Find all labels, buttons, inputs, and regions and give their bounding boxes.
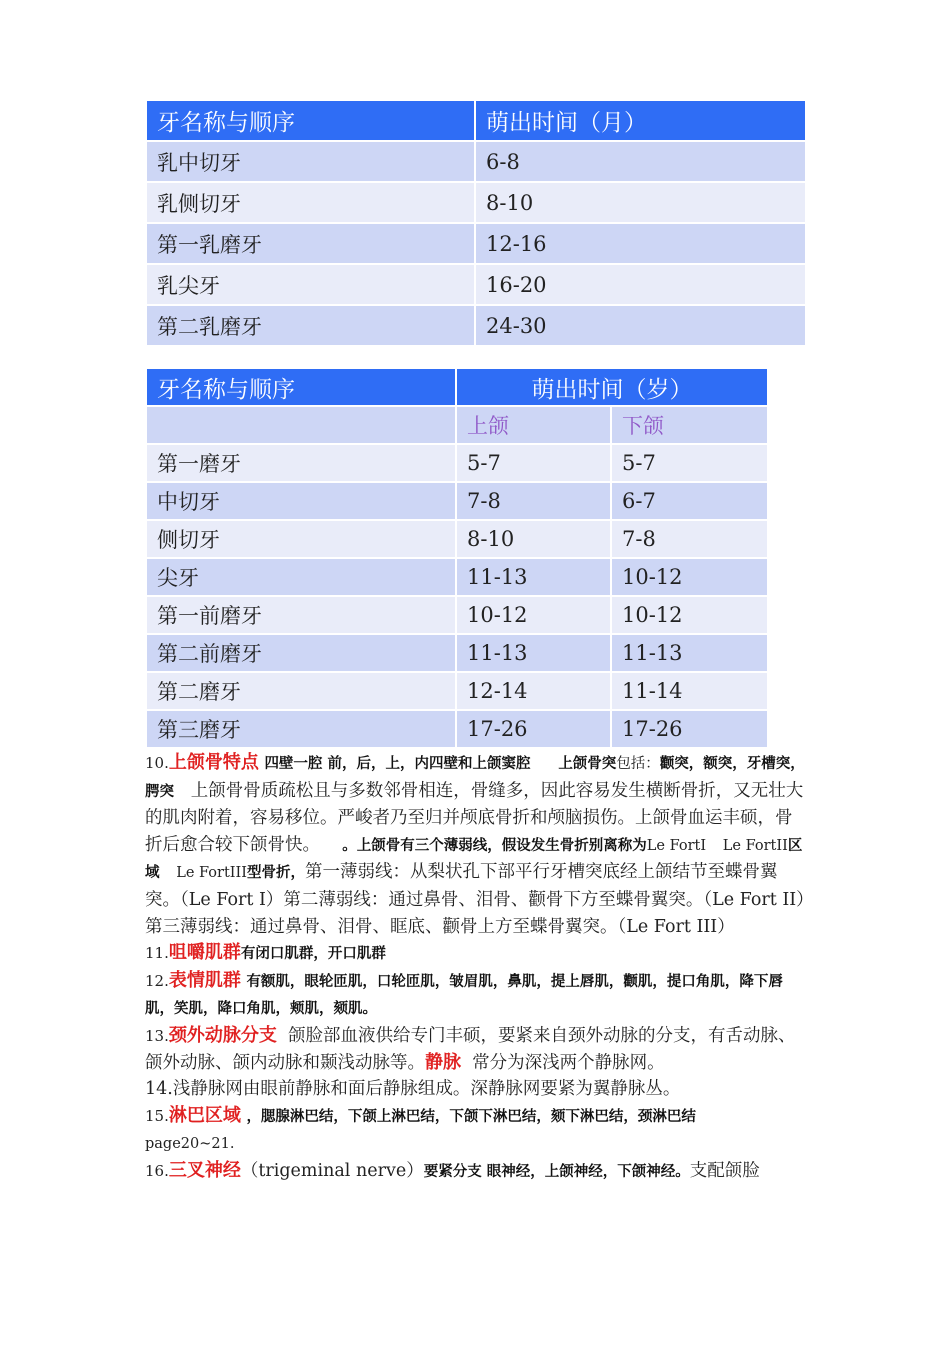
permanent-teeth-table: [145, 367, 769, 749]
note-14: 14.浅静脉网由眼前静脉和面后静脉组成。深静脉网要紧为翼静脉丛。: [145, 1079, 681, 1100]
tooth-name-cell: 第三磨牙: [146, 710, 456, 748]
column-header: 萌出时间（岁）: [456, 368, 768, 406]
note-label: 颈外动脉分支: [168, 1024, 277, 1046]
table-row: [146, 223, 806, 264]
maxilla-time-cell: 5-7: [456, 444, 611, 482]
maxilla-time-cell: 17-26: [456, 710, 611, 748]
table-row: [146, 520, 768, 558]
empty-cell: [146, 406, 456, 444]
tooth-name-cell: 第二前磨牙: [146, 634, 456, 672]
maxilla-time-cell: 12-14: [456, 672, 611, 710]
table-row: [146, 596, 768, 634]
note-label: 三叉神经: [168, 1159, 241, 1181]
column-header: 牙名称与顺序: [146, 100, 475, 141]
table-row: [146, 710, 768, 748]
table-row: [146, 672, 768, 710]
note-label: 咀嚼肌群: [168, 942, 241, 964]
tooth-name-cell: 乳侧切牙: [146, 182, 475, 223]
note-label: 静脉: [425, 1051, 461, 1073]
mandible-subheader: 下颌: [611, 406, 768, 444]
mandible-time-cell: 11-13: [611, 634, 768, 672]
maxilla-subheader: 上颌: [456, 406, 611, 444]
table-subheader-row: [146, 406, 768, 444]
maxilla-time-cell: 11-13: [456, 558, 611, 596]
mandible-time-cell: 6-7: [611, 482, 768, 520]
note-13: 13.颈外动脉分支 颌脸部血液供给专门丰硕，要紧来自颈外动脉的分支，有舌动脉、颌外动脉、颌内动脉和颞浅动脉等。静脉 常分为深浅两个静脉网。: [145, 1024, 796, 1073]
mandible-time-cell: 11-14: [611, 672, 768, 710]
table-row: [146, 141, 806, 182]
eruption-time-cell: 24-30: [475, 305, 806, 346]
tooth-name-cell: 第一磨牙: [146, 444, 456, 482]
mandible-time-cell: 17-26: [611, 710, 768, 748]
tooth-name-cell: 第一前磨牙: [146, 596, 456, 634]
note-15: 15.淋巴区域 ，腮腺淋巴结，下颌上淋巴结，下颌下淋巴结，颏下淋巴结，颈淋巴结 page20~21.: [145, 1104, 696, 1153]
anatomy-notes: [145, 750, 807, 1186]
mandible-time-cell: 10-12: [611, 558, 768, 596]
mandible-time-cell: 7-8: [611, 520, 768, 558]
tooth-name-cell: 第二磨牙: [146, 672, 456, 710]
tooth-name-cell: 尖牙: [146, 558, 456, 596]
eruption-time-cell: 12-16: [475, 223, 806, 264]
note-16: 16.三叉神经（trigeminal nerve）要紧分支 眼神经，上颌神经，下颌神经。支配颌脸: [145, 1159, 760, 1181]
note-label: 表情肌群: [168, 969, 241, 991]
table-row: [146, 444, 768, 482]
tooth-name-cell: 乳尖牙: [146, 264, 475, 305]
table-row: [146, 634, 768, 672]
eruption-time-cell: 16-20: [475, 264, 806, 305]
eruption-time-cell: 6-8: [475, 141, 806, 182]
note-10: 10.上颌骨特点 四壁一腔 前，后，上，内四壁和上颌窦腔 上颌骨突包括：颧突，额突，牙槽突，腭突 上颌骨骨质疏松且与多数邻骨相连，骨缝多，因此容易发生横断骨折，又无壮大的肌肉附着，容易移位。严峻者乃至归并颅底骨折和颅脑损伤。上颌骨血运丰硕，骨折后愈合较下颌骨快。 。上颌骨有三个薄弱线，假设发生骨折别离称为Le FortI Le FortII区域 Le FortIII型骨折，第一薄弱线：从梨状孔下部平行牙槽突底经上颌结节至蝶骨翼突。（Le Fort I）第二薄弱线：通过鼻骨、泪骨、颧骨下方至蝶骨翼突。（Le Fort II）第三薄弱线：通过鼻骨、泪骨、眶底、颧骨上方至蝶骨翼突。（Le Fort III）: [145, 752, 805, 937]
primary-teeth-table: [145, 99, 807, 347]
mandible-time-cell: 5-7: [611, 444, 768, 482]
maxilla-time-cell: 10-12: [456, 596, 611, 634]
maxilla-time-cell: 8-10: [456, 520, 611, 558]
tooth-name-cell: 中切牙: [146, 482, 456, 520]
maxilla-time-cell: 7-8: [456, 482, 611, 520]
page-reference: page20~21.: [145, 1136, 235, 1153]
tooth-name-cell: 乳中切牙: [146, 141, 475, 182]
maxilla-time-cell: 11-13: [456, 634, 611, 672]
eruption-time-cell: 8-10: [475, 182, 806, 223]
table-row: [146, 305, 806, 346]
table-header-row: [146, 368, 768, 406]
column-header: 牙名称与顺序: [146, 368, 456, 406]
mandible-time-cell: 10-12: [611, 596, 768, 634]
note-label: 上颌骨特点: [168, 752, 259, 773]
table-row: [146, 482, 768, 520]
tooth-name-cell: 第一乳磨牙: [146, 223, 475, 264]
table-row: [146, 558, 768, 596]
tooth-name-cell: 侧切牙: [146, 520, 456, 558]
tooth-name-cell: 第二乳磨牙: [146, 305, 475, 346]
column-header: 萌出时间（月）: [475, 100, 806, 141]
note-12: 12.表情肌群 有额肌，眼轮匝肌，口轮匝肌，皱眉肌，鼻肌，提上唇肌，颧肌，提口角肌，降下唇肌，笑肌，降口角肌，颊肌，颏肌。: [145, 969, 783, 1018]
note-label: 淋巴区域: [168, 1104, 241, 1126]
table-row: [146, 182, 806, 223]
table-row: [146, 264, 806, 305]
table-header-row: [146, 100, 806, 141]
note-11: 11.咀嚼肌群有闭口肌群，开口肌群: [145, 942, 386, 964]
